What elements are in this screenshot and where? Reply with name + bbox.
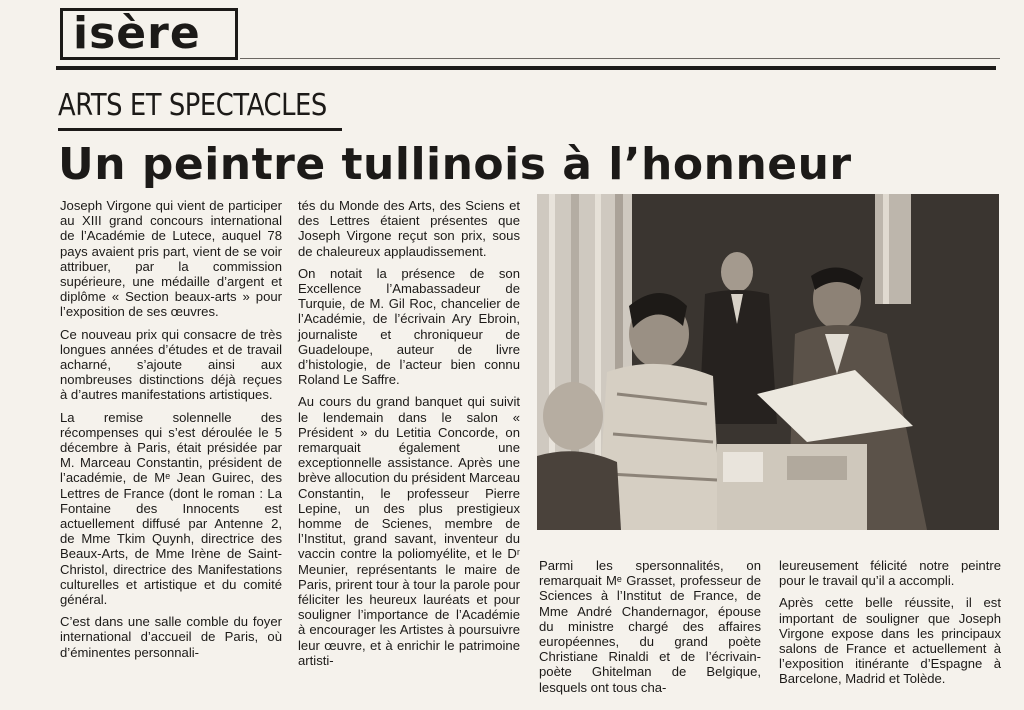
section-label-box xyxy=(60,8,238,60)
paragraph: C’est dans une salle comble du foyer international d’accueil de Paris, où d’éminentes personnali- xyxy=(60,614,282,660)
section-label: isère xyxy=(73,8,201,59)
article-column-2 xyxy=(298,198,520,675)
photo-illustration xyxy=(537,194,999,530)
rubric-heading: ARTS ET SPECTACLES xyxy=(58,88,327,123)
article-column-4 xyxy=(779,558,1001,694)
award-ceremony-photo xyxy=(537,194,999,530)
rubric-underline xyxy=(58,128,342,131)
header-thin-rule xyxy=(240,58,1000,59)
header-thick-rule xyxy=(56,66,996,70)
paragraph: La remise solennelle des récompenses qui s’est déroulée le 5 décembre à Paris, était présidée par M. Marceau Constantin, président de l’académie, de Mᵉ Jean Guirec, des Lettres de France (dont le roman : La Fontaine des Innocents est actuellement diffusé par Antenne 2, de Mme Tkim Quynh, directrice des Beaux-Arts, de Mme Irène de Saint-Christol, directrice des Manifestations culturelles et artistique et du comité général. xyxy=(60,409,282,608)
article-headline: Un peintre tullinois à l’honneur xyxy=(58,139,852,190)
article-column-3 xyxy=(539,558,761,702)
paragraph: Ce nouveau prix qui consacre de très longues années d’études et de travail acharné, s’ajoute ainsi aux nombreuses distinctions déjà reçues à d’autres manifestations artistiques. xyxy=(60,326,282,403)
article-column-1 xyxy=(60,198,282,667)
paragraph: leureusement félicité notre peintre pour le travail qu’il a accompli. xyxy=(779,558,1001,589)
paragraph: tés du Monde des Arts, des Sciens et des Lettres étaient présentes que Joseph Virgone reçut son prix, sous de chaleureux applaudissement. xyxy=(298,198,520,259)
paragraph: Au cours du grand banquet qui suivit le lendemain dans le salon « Président » du Letitia Concorde, on remarquait également une exceptionnelle assistance. Après une brève allocution du président Marceau Constantin, le professeur Pierre Lepine, un des plus prestigieux homme de Scienes, membre de l’Institut, grand savant, inventeur du vaccin contre la poliomyélite, et le Dʳ Meunier, représentants le maire de Paris, prirent tour à tour la parole pour féliciter les heureux lauréats et pour souligner l’importance de l’Académie à encourager les Artistes à poursuivre leur œuvre, et à enrichir le patrimoine artisti- xyxy=(298,394,520,668)
paragraph: Joseph Virgone qui vient de participer au XIII grand concours international de l’Académie de Lutece, auquel 78 pays avaient pris part, vient de se voir attribuer, par la commission supérieure, une médaille d’argent et diplôme « Section beaux-arts » pour l’exposition de ses œuvres. xyxy=(60,198,282,320)
paragraph: On notait la présence de son Excellence l’Amabassadeur de Turquie, de M. Gil Roc, chancelier de l’Académie, de l’écrivain Ary Ebroin, journaliste et chroniqueur de Guadeloupe, auteur de livre d’histologie, de l’acteur bien connu Roland Le Saffre. xyxy=(298,265,520,388)
paragraph: Parmi les spersonnalités, on remarquait Mᵉ Grasset, professeur de Sciences à l’Institut de France, de Mme André Chandernagor, épouse du ministre chargé des affaires européennes, du grand poète Christiane Rinaldi et de l’écrivain-poète Ghitelman de Belgique, lesquels ont tous cha- xyxy=(539,558,761,695)
paragraph: Après cette belle réussite, il est important de souligner que Joseph Virgone expose dans les principaux salons de France et actuellement à l’exposition itinérante d’Espagne à Barcelone, Madrid et Tolède. xyxy=(779,595,1001,687)
